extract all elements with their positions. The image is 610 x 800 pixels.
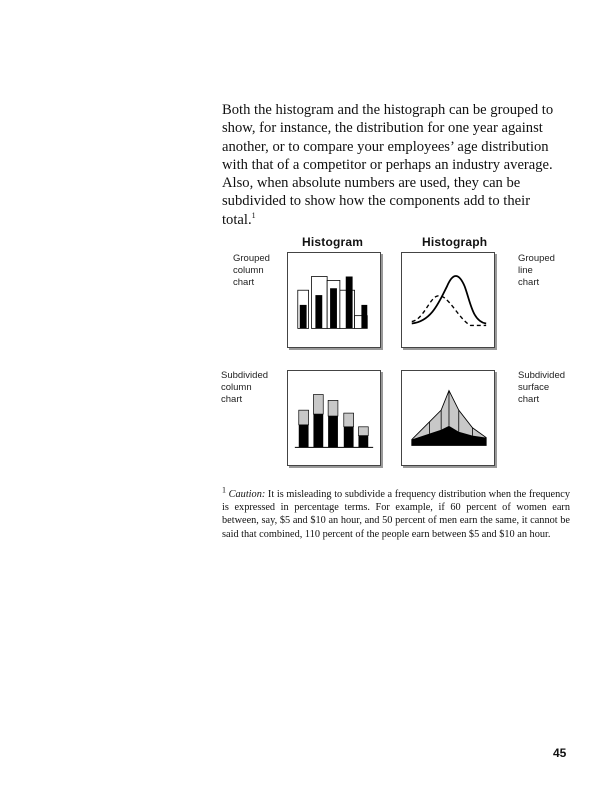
subdivided-column-svg: [288, 371, 380, 465]
stack-dark-4: [344, 427, 354, 448]
stack-dark-5: [358, 436, 368, 448]
grouped-line-svg: [402, 253, 494, 347]
series-dashed-line: [412, 296, 486, 326]
grouped-line-label: Grouped line chart: [518, 253, 555, 288]
subdivided-column-chart: [287, 370, 381, 466]
histograph-title: Histograph: [422, 235, 488, 249]
footnote-marker: 1: [222, 485, 226, 495]
series-solid-line: [412, 276, 486, 323]
stack-dark-2: [313, 414, 323, 447]
grouped-column-label: Grouped column chart: [233, 253, 270, 288]
stack-shade-2: [313, 395, 323, 415]
body-paragraph: [222, 101, 567, 229]
bar-dark-2: [315, 295, 322, 328]
subdivided-column-label: Subdivided column chart: [221, 370, 269, 405]
subdivided-surface-label: Subdivided surface chart: [518, 370, 566, 405]
footnote-caution-label: Caution:: [228, 489, 266, 500]
subdivided-surface-svg: [402, 371, 494, 465]
grouped-line-chart: [401, 252, 495, 348]
stack-shade-3: [328, 400, 338, 416]
bar-dark-1: [300, 305, 307, 328]
histogram-title: Histogram: [302, 235, 364, 249]
stack-shade-1: [299, 410, 309, 425]
grouped-column-svg: [288, 253, 380, 347]
footnote: [222, 485, 570, 541]
grouped-column-chart: [287, 252, 381, 348]
bar-dark-3: [330, 288, 337, 328]
subdivided-surface-chart: [401, 370, 495, 466]
body-paragraph-text: Both the histogram and the histograph can be grouped to show, for instance, the distribution for one year against another, or to compare your employees’ age distribution with that of a competitor or perhaps an industry average. Also, when absolute numbers are used, they can be subdivided to show how the components add to their total.: [222, 102, 554, 228]
page-number: 45: [553, 746, 567, 760]
footnote-reference: 1: [251, 210, 256, 220]
bar-dark-5: [361, 305, 367, 328]
footnote-text: It is misleading to subdivide a frequency distribution when the frequency is expressed in percentage terms. For example, if 60 percent of women earn between, say, $5 and $10 an hour, and 50 percent of men earn the same, it cannot be said that combined, 110 percent of the people earn between $5 and $10 an hour.: [222, 489, 570, 540]
stack-shade-5: [358, 427, 368, 436]
stack-shade-4: [344, 413, 354, 427]
bar-dark-4: [346, 277, 353, 329]
stack-dark-1: [299, 425, 309, 448]
stack-dark-3: [328, 416, 338, 447]
